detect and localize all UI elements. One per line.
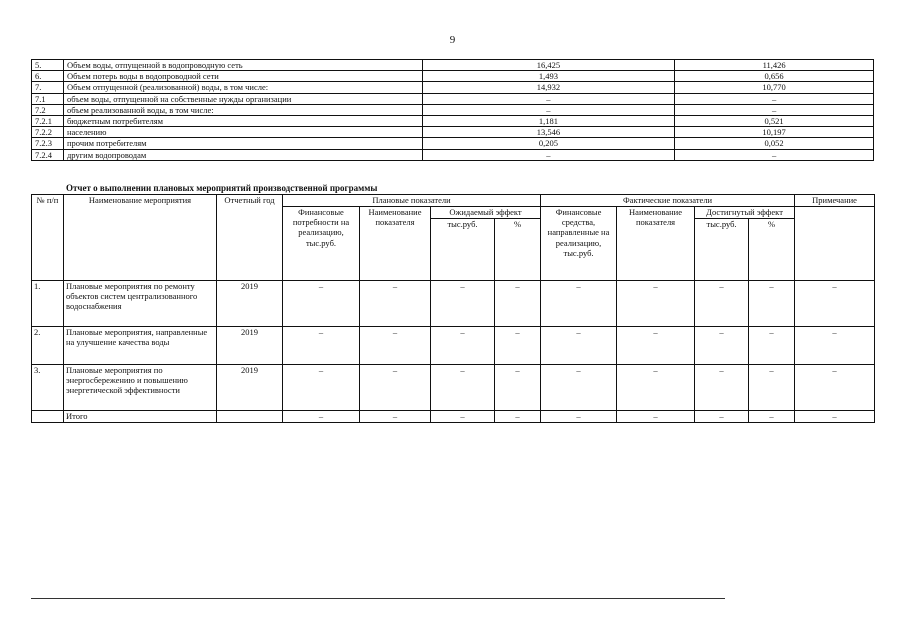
row-value: – xyxy=(431,281,495,327)
table-row xyxy=(32,149,874,160)
row-value-actual: 11,426 xyxy=(675,60,874,71)
planned-measures-table xyxy=(31,194,875,423)
row-value-plan: 1,181 xyxy=(422,115,675,126)
row-name: бюджетным потребителям xyxy=(63,115,422,126)
row-number: 7.1 xyxy=(32,93,64,104)
header-act-fin: Финансовые средства, направленные на реализацию, тыс.руб. xyxy=(541,207,617,281)
row-name: Плановые мероприятия, направленные на улучшение качества воды xyxy=(64,327,217,365)
total-value: – xyxy=(431,411,495,423)
row-value-plan: 14,932 xyxy=(422,82,675,93)
header-plan-ind: Наименование показателя xyxy=(360,207,431,281)
header-plan-effect: Ожидаемый эффект xyxy=(431,207,541,219)
table-row xyxy=(32,60,874,71)
row-value-actual: 0,656 xyxy=(675,71,874,82)
table2-title: Отчет о выполнении плановых мероприятий производственной программы xyxy=(66,183,378,193)
row-value-plan: 16,425 xyxy=(422,60,675,71)
row-name: другим водопроводам xyxy=(63,149,422,160)
row-value-actual: – xyxy=(675,149,874,160)
row-value: – xyxy=(495,327,541,365)
row-number: 7.2.2 xyxy=(32,127,64,138)
row-name: населению xyxy=(63,127,422,138)
total-value: – xyxy=(495,411,541,423)
page-number: 9 xyxy=(449,34,456,46)
row-value: – xyxy=(495,365,541,411)
row-value-plan: – xyxy=(422,149,675,160)
row-value: – xyxy=(283,327,360,365)
row-value: – xyxy=(695,365,749,411)
row-name: объем воды, отпущенной на собственные нужды организации xyxy=(63,93,422,104)
header-planned: Плановые показатели xyxy=(283,195,541,207)
row-number: 6. xyxy=(32,71,64,82)
row-value: – xyxy=(617,281,695,327)
row-value-actual: – xyxy=(675,104,874,115)
row-number: 5. xyxy=(32,60,64,71)
row-name: Объем воды, отпущенной в водопроводную сеть xyxy=(63,60,422,71)
row-number: 7.2.1 xyxy=(32,115,64,126)
row-name: объем реализованной воды, в том числе: xyxy=(63,104,422,115)
water-volume-table xyxy=(31,59,874,161)
total-value: – xyxy=(795,411,875,423)
row-value: – xyxy=(695,327,749,365)
total-row xyxy=(32,411,875,423)
header-year: Отчетный год xyxy=(217,195,283,281)
row-value: – xyxy=(360,365,431,411)
footer-rule xyxy=(31,598,725,599)
row-year: 2019 xyxy=(217,327,283,365)
header-act-eff-pct: % xyxy=(749,219,795,281)
total-value: – xyxy=(541,411,617,423)
table-row xyxy=(32,104,874,115)
table-row xyxy=(32,93,874,104)
row-year: 2019 xyxy=(217,281,283,327)
row-name: Плановые мероприятия по энергосбережению и повышению энергетической эффективности xyxy=(64,365,217,411)
row-value-actual: 10,197 xyxy=(675,127,874,138)
row-number: 7.2.3 xyxy=(32,138,64,149)
row-value: – xyxy=(360,281,431,327)
row-value-plan: – xyxy=(422,104,675,115)
row-value: – xyxy=(541,281,617,327)
row-value: – xyxy=(749,365,795,411)
table-row xyxy=(32,82,874,93)
row-value: – xyxy=(431,327,495,365)
total-year-empty xyxy=(217,411,283,423)
total-num-empty xyxy=(32,411,64,423)
row-value: – xyxy=(695,281,749,327)
row-value: – xyxy=(795,327,875,365)
row-value: – xyxy=(431,365,495,411)
row-number: 7. xyxy=(32,82,64,93)
header-name: Наименование мероприятия xyxy=(64,195,217,281)
row-value: – xyxy=(749,327,795,365)
table-row xyxy=(32,127,874,138)
row-value: – xyxy=(541,327,617,365)
header-act-eff-rub: тыс.руб. xyxy=(695,219,749,281)
row-value: – xyxy=(495,281,541,327)
row-name: Плановые мероприятия по ремонту объектов систем централизованного водоснабжения xyxy=(64,281,217,327)
row-name: Объем потерь воды в водопроводной сети xyxy=(63,71,422,82)
row-value: – xyxy=(283,365,360,411)
total-value: – xyxy=(695,411,749,423)
header-act-ind: Наименование показателя xyxy=(617,207,695,281)
header-plan-eff-rub: тыс.руб. xyxy=(431,219,495,281)
row-year: 2019 xyxy=(217,365,283,411)
table-row xyxy=(32,71,874,82)
row-value-actual: – xyxy=(675,93,874,104)
table-row xyxy=(32,138,874,149)
table-row xyxy=(32,365,875,411)
row-number: 2. xyxy=(32,327,64,365)
row-value: – xyxy=(795,281,875,327)
row-value-plan: – xyxy=(422,93,675,104)
row-value-actual: 10,770 xyxy=(675,82,874,93)
row-number: 3. xyxy=(32,365,64,411)
row-value-plan: 0,205 xyxy=(422,138,675,149)
header-note: Примечание xyxy=(795,195,875,207)
header-actual: Фактические показатели xyxy=(541,195,795,207)
table-row xyxy=(32,281,875,327)
total-value: – xyxy=(617,411,695,423)
row-value-actual: 0,521 xyxy=(675,115,874,126)
row-value: – xyxy=(360,327,431,365)
header-plan-fin: Финансовые потребности на реализацию, тыс.руб. xyxy=(283,207,360,281)
total-value: – xyxy=(283,411,360,423)
total-value: – xyxy=(360,411,431,423)
row-value: – xyxy=(283,281,360,327)
row-number: 7.2.4 xyxy=(32,149,64,160)
header-act-effect: Достигнутый эффект xyxy=(695,207,795,219)
row-value-actual: 0,052 xyxy=(675,138,874,149)
row-number: 7.2 xyxy=(32,104,64,115)
row-name: прочим потребителям xyxy=(63,138,422,149)
row-value: – xyxy=(795,365,875,411)
total-value: – xyxy=(749,411,795,423)
row-value: – xyxy=(541,365,617,411)
total-label: Итого xyxy=(64,411,217,423)
header-plan-eff-pct: % xyxy=(495,219,541,281)
header-note-empty xyxy=(795,207,875,281)
row-value: – xyxy=(617,327,695,365)
row-value: – xyxy=(617,365,695,411)
row-name: Объем отпущенной (реализованной) воды, в том числе: xyxy=(63,82,422,93)
row-value-plan: 13,546 xyxy=(422,127,675,138)
header-num: № п/п xyxy=(32,195,64,281)
row-number: 1. xyxy=(32,281,64,327)
row-value-plan: 1,493 xyxy=(422,71,675,82)
table-row xyxy=(32,115,874,126)
table-row xyxy=(32,327,875,365)
row-value: – xyxy=(749,281,795,327)
